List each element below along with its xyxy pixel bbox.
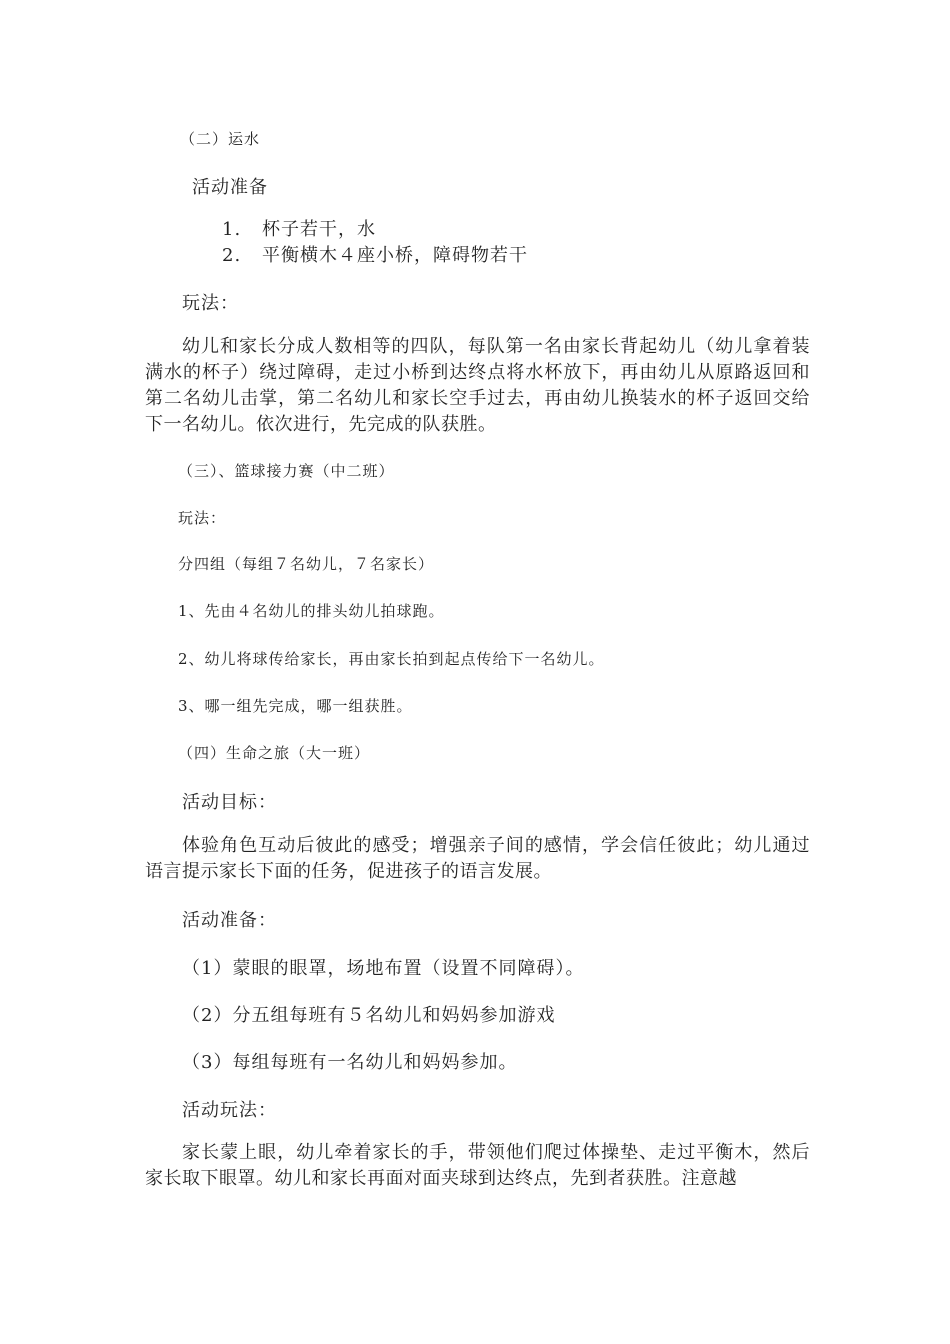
prep-title-2: 活动准备	[192, 177, 268, 198]
prep-item	[222, 215, 376, 241]
play-paragraph-4: 家长蒙上眼，幼儿牵着家长的手，带领他们爬过体操垫、走过平衡木，然后家长取下眼罩。幼儿和家长再面对面夹球到达终点，先到者获胜。注意越	[145, 1142, 810, 1189]
prep-item: （3）每组每班有一名幼儿和妈妈参加。	[182, 1052, 518, 1073]
prep-item-text: 杯子若干，水	[262, 219, 376, 240]
section-heading-2: （二）运水	[180, 130, 261, 148]
play-title-4: 活动玩法：	[182, 1100, 277, 1121]
prep-item: （2）分五组每班有５名幼儿和妈妈参加游戏	[182, 1005, 556, 1026]
prep-item-text: 平衡横木４座小桥，障碍物若干	[262, 245, 528, 266]
prep-item	[222, 241, 528, 267]
goal-title: 活动目标：	[182, 792, 277, 813]
prep-item-number: 1.	[222, 219, 242, 240]
step-item: 1、先由４名幼儿的排头幼儿拍球跑。	[178, 602, 445, 620]
section-heading-3: （三）、篮球接力赛（中二班）	[178, 462, 395, 480]
play-title-3: 玩法：	[178, 509, 227, 527]
step-item: 2、幼儿将球传给家长，再由家长拍到起点传给下一名幼儿。	[178, 650, 605, 668]
goal-paragraph: 体验角色互动后彼此的感受；增强亲子间的感情，学会信任彼此；幼儿通过语言提示家长下面的任务，促进孩子的语言发展。	[145, 835, 810, 882]
prep-title-4: 活动准备：	[182, 910, 277, 931]
step-item: 3、哪一组先完成，哪一组获胜。	[178, 697, 413, 715]
prep-item: （1）蒙眼的眼罩，场地布置（设置不同障碍）。	[182, 958, 585, 979]
section-heading-4: （四）生命之旅（大一班）	[178, 744, 371, 762]
play-paragraph-2: 幼儿和家长分成人数相等的四队，每队第一名由家长背起幼儿（幼儿拿着装满水的杯子）绕过障碍，走过小桥到达终点将水杯放下，再由幼儿从原路返回和第二名幼儿击掌，第二名幼儿和家长空手过去，再由幼儿换装水的杯子返回交给下一名幼儿。依次进行，先完成的队获胜。	[145, 336, 810, 435]
play-title-2: 玩法：	[182, 293, 239, 314]
prep-item-number: 2.	[222, 245, 242, 266]
group-text: 分四组（每组７名幼儿，７名家长）	[178, 555, 435, 573]
